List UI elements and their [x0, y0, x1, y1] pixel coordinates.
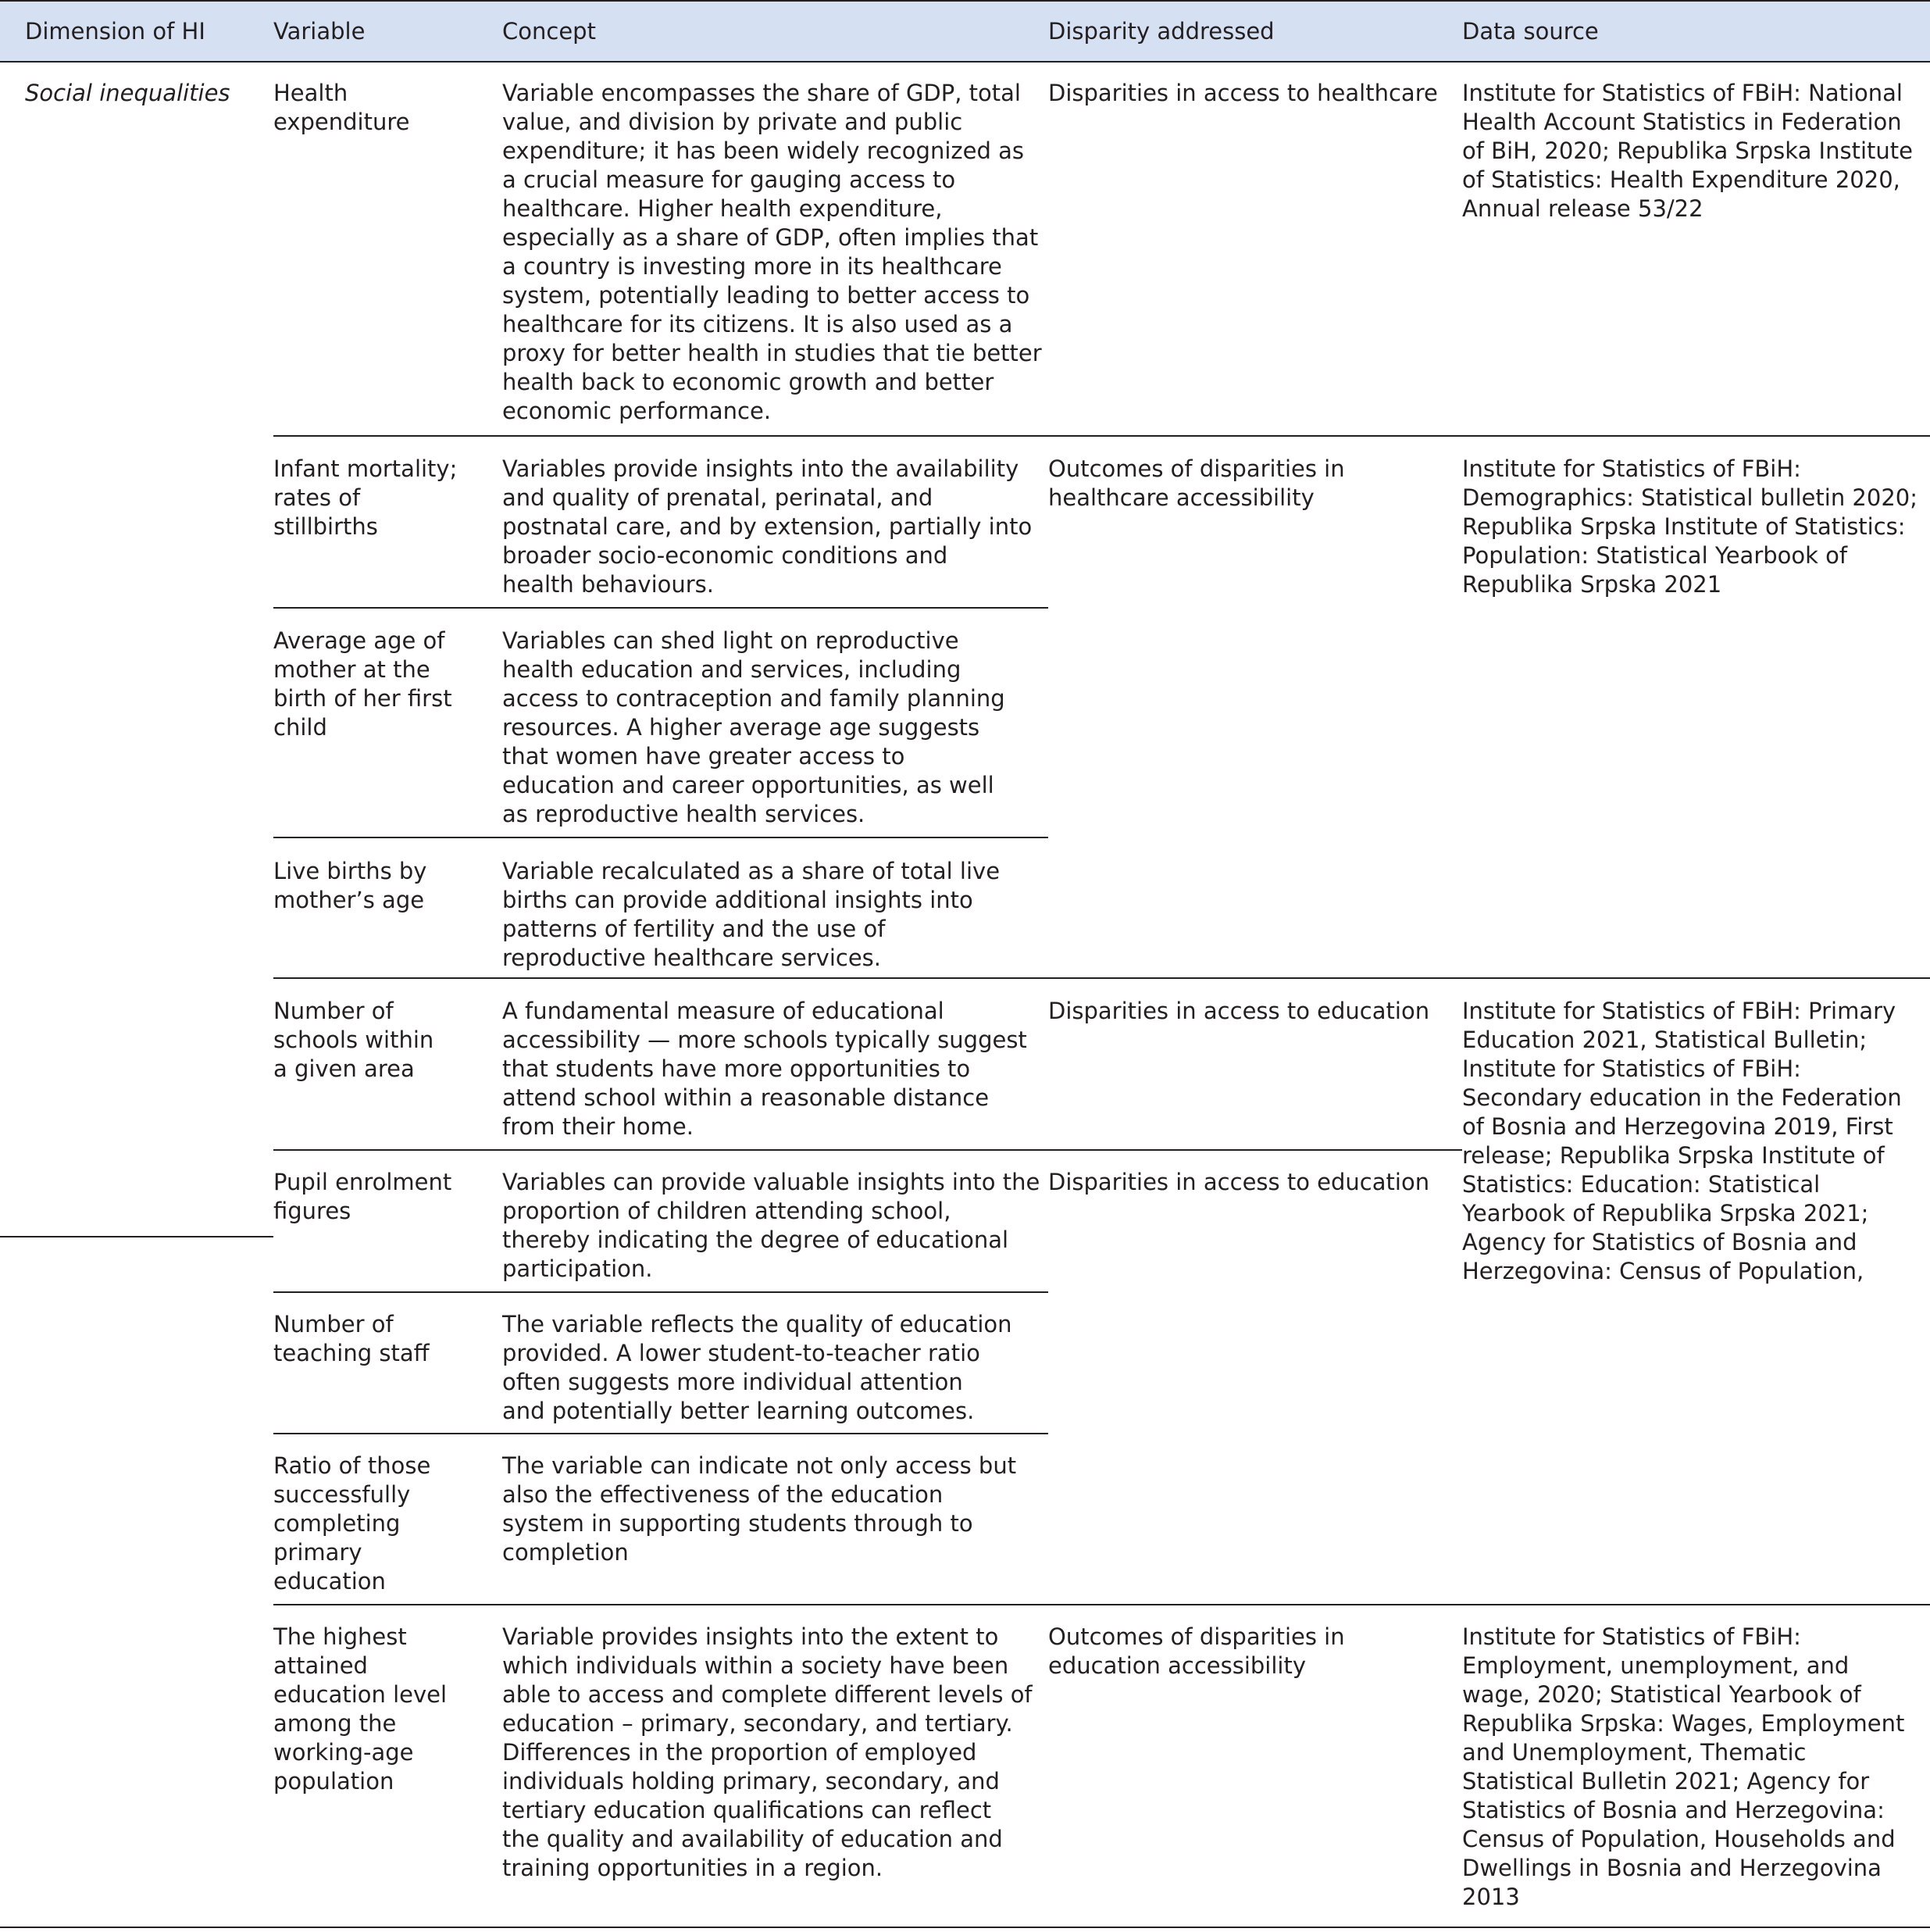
variable-cell: [273, 1623, 509, 1796]
variable-cell-line: among the: [273, 1710, 397, 1737]
variable-cell-line: Infant mortality;: [273, 455, 458, 482]
disparity-cell-line: education accessibility: [1048, 1652, 1307, 1679]
variable-cell-line: Live births by: [273, 858, 427, 884]
disparity-cell: [1048, 1623, 1464, 1680]
variable-cell-line: teaching staff: [273, 1340, 430, 1366]
variable-cell-line: mother’s age: [273, 887, 425, 913]
data-source-cell-line: Republika Srpska Institute of Statistics:: [1462, 513, 1906, 540]
data-source-cell-line: Republika Srpska: Wages, Employment: [1462, 1710, 1905, 1737]
concept-cell: [502, 1623, 1043, 1883]
data-source-cell: [1462, 997, 1930, 1286]
concept-cell-line: that students have more opportunities to: [502, 1055, 971, 1082]
data-source-cell-line: Institute for Statistics of FBiH:: [1462, 1623, 1801, 1650]
concept-cell-line: Variables can shed light on reproductive: [502, 627, 959, 654]
header-dimension: Dimension of HI: [25, 18, 205, 45]
variable-cell-line: Number of: [273, 1311, 394, 1337]
data-source-cell-line: Employment, unemployment, and: [1462, 1652, 1850, 1679]
concept-cell-line: able to access and complete different levels of: [502, 1681, 1033, 1708]
concept-cell-line: tertiary education qualifications can reflect: [502, 1797, 992, 1823]
data-source-cell-line: Institute for Statistics of FBiH: Primary: [1462, 998, 1896, 1024]
concept-cell-line: proportion of children attending school,: [502, 1198, 951, 1224]
data-source-cell-line: Education 2021, Statistical Bulletin;: [1462, 1027, 1868, 1053]
row-divider: [273, 1433, 1048, 1434]
data-source-cell-line: and Unemployment, Thematic: [1462, 1739, 1807, 1766]
concept-cell-line: education – primary, secondary, and tertiary.: [502, 1710, 1013, 1737]
concept-cell-line: The variable can indicate not only access but: [502, 1452, 1017, 1479]
data-source-cell-line: release; Republika Srpska Institute of: [1462, 1142, 1885, 1169]
data-source-cell-line: Population: Statistical Yearbook of: [1462, 542, 1848, 569]
concept-cell-line: expenditure; it has been widely recognized as: [502, 137, 1024, 164]
dimension-label: Social inequalities: [25, 80, 230, 106]
data-source-cell-line: Health Account Statistics in Federation: [1462, 109, 1902, 135]
variable-cell-line: birth of her first: [273, 685, 452, 712]
concept-cell-line: births can provide additional insights into: [502, 887, 973, 913]
variable-cell-line: education: [273, 1568, 386, 1595]
data-source-cell-line: 2013: [1462, 1884, 1520, 1910]
concept-cell-line: often suggests more individual attention: [502, 1369, 963, 1395]
variable-cell: [273, 857, 509, 915]
disparity-cell-line: Outcomes of disparities in: [1048, 1623, 1345, 1650]
disparity-cell-line: Disparities in access to education: [1048, 998, 1430, 1024]
concept-cell-line: that women have greater access to: [502, 743, 905, 770]
row-divider: [273, 837, 1048, 838]
concept-cell: [502, 1452, 1043, 1567]
variable-cell: [273, 79, 509, 137]
concept-cell-line: thereby indicating the degree of educational: [502, 1227, 1009, 1253]
variable-cell-line: primary: [273, 1539, 362, 1566]
data-source-cell-line: Statistics of Bosnia and Herzegovina:: [1462, 1797, 1885, 1823]
concept-cell: [502, 627, 1043, 829]
concept-cell-line: Variable provides insights into the extent to: [502, 1623, 999, 1650]
row-divider: [0, 1236, 273, 1237]
concept-cell: [502, 1168, 1043, 1284]
data-source-cell-line: Institute for Statistics of FBiH:: [1462, 455, 1801, 482]
data-source-cell-line: Herzegovina: Census of Population,: [1462, 1258, 1864, 1284]
concept-cell-line: provided. A lower student-to-teacher ratio: [502, 1340, 980, 1366]
data-source-cell-line: Annual release 53/22: [1462, 195, 1703, 222]
concept-cell-line: health education and services, including: [502, 656, 961, 683]
concept-cell: [502, 79, 1043, 426]
disparity-cell: [1048, 1168, 1464, 1197]
concept-cell-line: Variables provide insights into the availability: [502, 455, 1019, 482]
variable-cell-line: figures: [273, 1198, 351, 1224]
concept-cell-line: The variable reflects the quality of education: [502, 1311, 1012, 1337]
data-source-cell-line: Dwellings in Bosnia and Herzegovina: [1462, 1855, 1882, 1881]
data-source-cell-line: of Statistics: Health Expenditure 2020,: [1462, 166, 1900, 193]
data-source-cell-line: Census of Population, Households and: [1462, 1826, 1896, 1852]
data-source-cell-line: of Bosnia and Herzegovina 2019, First: [1462, 1113, 1893, 1140]
concept-cell-line: and quality of prenatal, perinatal, and: [502, 484, 933, 511]
variable-cell-line: population: [273, 1768, 394, 1795]
concept-cell-line: Variables can provide valuable insights into the: [502, 1169, 1040, 1195]
concept-cell-line: participation.: [502, 1255, 653, 1282]
variable-cell-line: successfully: [273, 1481, 411, 1508]
data-source-cell-line: wage, 2020; Statistical Yearbook of: [1462, 1681, 1861, 1708]
concept-cell-line: training opportunities in a region.: [502, 1855, 883, 1881]
variable-cell: [273, 1168, 509, 1226]
data-source-cell-line: Institute for Statistics of FBiH:: [1462, 1055, 1801, 1082]
data-source-cell-line: Secondary education in the Federation: [1462, 1084, 1902, 1111]
data-source-cell-line: Institute for Statistics of FBiH: National: [1462, 80, 1903, 106]
data-source-cell: [1462, 455, 1930, 599]
concept-cell-line: a country is investing more in its healthcare: [502, 253, 1002, 280]
variable-cell-line: rates of: [273, 484, 361, 511]
concept-cell-line: from their home.: [502, 1113, 694, 1140]
variable-cell: [273, 455, 509, 541]
variable-cell-line: Health: [273, 80, 348, 106]
data-source-cell-line: Agency for Statistics of Bosnia and: [1462, 1229, 1857, 1255]
variable-cell-line: attained: [273, 1652, 368, 1679]
concept-cell-line: attend school within a reasonable distance: [502, 1084, 990, 1111]
concept-cell-line: completion: [502, 1539, 629, 1566]
row-divider: [273, 977, 1930, 979]
row-divider: [273, 435, 1930, 437]
concept-cell-line: Differences in the proportion of employed: [502, 1739, 977, 1766]
disparity-cell: [1048, 997, 1464, 1026]
row-divider: [273, 1291, 1048, 1293]
header-concept: Concept: [502, 18, 596, 45]
variable-cell-line: The highest: [273, 1623, 407, 1650]
variable-cell-line: education level: [273, 1681, 448, 1708]
data-source-cell: [1462, 79, 1930, 223]
concept-cell-line: value, and division by private and public: [502, 109, 963, 135]
disparity-cell-line: healthcare accessibility: [1048, 484, 1315, 511]
disparity-cell: [1048, 79, 1464, 108]
header-variable: Variable: [273, 18, 366, 45]
concept-cell-line: patterns of fertility and the use of: [502, 916, 886, 942]
row-divider: [273, 1604, 1930, 1605]
concept-cell: [502, 857, 1043, 973]
variable-cell-line: a given area: [273, 1055, 415, 1082]
concept-cell-line: healthcare for its citizens. It is also used as a: [502, 311, 1013, 337]
concept-cell-line: system in supporting students through to: [502, 1510, 973, 1537]
concept-cell-line: a crucial measure for gauging access to: [502, 166, 956, 193]
concept-cell-line: resources. A higher average age suggests: [502, 714, 980, 741]
concept-cell-line: A fundamental measure of educational: [502, 998, 944, 1024]
concept-cell-line: reproductive healthcare services.: [502, 945, 882, 971]
data-source-cell-line: Republika Srpska 2021: [1462, 571, 1722, 598]
data-source-cell-line: Statistical Bulletin 2021; Agency for: [1462, 1768, 1870, 1795]
concept-cell-line: Variable recalculated as a share of total live: [502, 858, 1001, 884]
concept-cell-line: proxy for better health in studies that tie better: [502, 340, 1042, 366]
disparity-cell: [1048, 455, 1464, 512]
data-source-cell-line: Yearbook of Republika Srpska 2021;: [1462, 1200, 1869, 1227]
header-disparity: Disparity addressed: [1048, 18, 1275, 45]
disparity-cell-line: Disparities in access to healthcare: [1048, 80, 1438, 106]
data-source-cell: [1462, 1623, 1930, 1912]
row-divider: [273, 607, 1048, 609]
concept-cell-line: education and career opportunities, as well: [502, 772, 994, 798]
variable-cell: [273, 1452, 509, 1596]
concept-cell: [502, 455, 1043, 599]
concept-cell: [502, 997, 1043, 1141]
concept-cell-line: which individuals within a society have been: [502, 1652, 1009, 1679]
concept-cell-line: as reproductive health services.: [502, 801, 865, 827]
concept-cell-line: Variable encompasses the share of GDP, total: [502, 80, 1021, 106]
variable-cell-line: expenditure: [273, 109, 410, 135]
variable-cell-line: Average age of: [273, 627, 445, 654]
concept-cell-line: postnatal care, and by extension, partially into: [502, 513, 1033, 540]
concept-cell: [502, 1310, 1043, 1426]
row-divider: [273, 1149, 1462, 1151]
concept-cell-line: broader socio-economic conditions and: [502, 542, 948, 569]
variable-cell-line: working-age: [273, 1739, 414, 1766]
variable-cell: [273, 997, 509, 1084]
concept-cell-line: healthcare. Higher health expenditure,: [502, 195, 943, 222]
variable-cell-line: Ratio of those: [273, 1452, 431, 1479]
concept-cell-line: accessibility — more schools typically suggest: [502, 1027, 1027, 1053]
variable-cell-line: stillbirths: [273, 513, 378, 540]
variable-cell: [273, 1310, 509, 1368]
concept-cell-line: individuals holding primary, secondary, and: [502, 1768, 1000, 1795]
concept-cell-line: health back to economic growth and better: [502, 369, 994, 395]
concept-cell-line: health behaviours.: [502, 571, 715, 598]
variable-cell-line: completing: [273, 1510, 401, 1537]
concept-cell-line: and potentially better learning outcomes.: [502, 1398, 975, 1424]
variable-cell-line: mother at the: [273, 656, 430, 683]
data-source-cell-line: of BiH, 2020; Republika Srpska Institute: [1462, 137, 1913, 164]
concept-cell-line: also the effectiveness of the education: [502, 1481, 944, 1508]
concept-cell-line: economic performance.: [502, 398, 772, 424]
disparity-cell-line: Outcomes of disparities in: [1048, 455, 1345, 482]
concept-cell-line: access to contraception and family planning: [502, 685, 1005, 712]
variable-cell: [273, 627, 509, 742]
variable-cell-line: schools within: [273, 1027, 434, 1053]
data-source-cell-line: Demographics: Statistical bulletin 2020;: [1462, 484, 1918, 511]
concept-cell-line: the quality and availability of education and: [502, 1826, 1003, 1852]
concept-cell-line: especially as a share of GDP, often implies that: [502, 224, 1039, 251]
disparity-cell-line: Disparities in access to education: [1048, 1169, 1430, 1195]
data-source-cell-line: Statistics: Education: Statistical: [1462, 1171, 1821, 1198]
table-bottom-rule: [0, 1927, 1930, 1928]
header-data-source: Data source: [1462, 18, 1599, 45]
variable-cell-line: Number of: [273, 998, 394, 1024]
variable-cell-line: child: [273, 714, 327, 741]
variable-cell-line: Pupil enrolment: [273, 1169, 452, 1195]
concept-cell-line: system, potentially leading to better access to: [502, 282, 1030, 309]
